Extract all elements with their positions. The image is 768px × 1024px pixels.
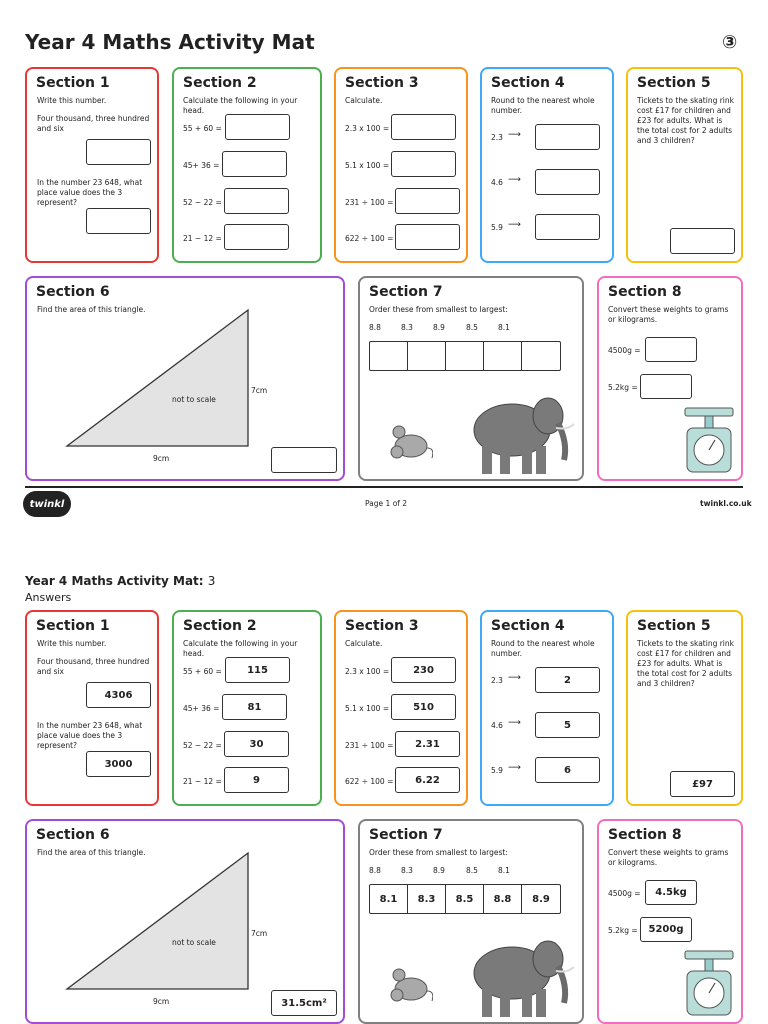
calc-label: 21 − 12 = bbox=[183, 777, 222, 786]
calc-label: 55 + 60 = bbox=[183, 667, 222, 676]
order-slot: 8.5 bbox=[446, 885, 484, 913]
order-slot: 8.3 bbox=[408, 885, 446, 913]
footer-url[interactable]: twinkl.co.uk bbox=[700, 499, 752, 508]
footer-divider bbox=[25, 486, 743, 488]
answer-box[interactable] bbox=[645, 337, 697, 362]
mouse-icon bbox=[385, 961, 433, 1009]
round-label: 2.3 bbox=[491, 133, 503, 142]
section-8-answer-card bbox=[597, 819, 743, 1024]
section-title: Section 2 bbox=[183, 618, 257, 634]
instruction: Calculate the following in your head. bbox=[183, 96, 298, 115]
section-title: Section 7 bbox=[369, 284, 443, 300]
section-title: Section 3 bbox=[345, 75, 419, 91]
answer-box[interactable] bbox=[535, 124, 600, 150]
calc-label: 5.1 x 100 = bbox=[345, 161, 390, 170]
round-label: 2.3 bbox=[491, 676, 503, 685]
answers-subtitle: Answers bbox=[25, 591, 72, 604]
section-5-answer-card bbox=[626, 610, 743, 806]
section-2-card bbox=[172, 67, 322, 263]
answer-box: £97 bbox=[670, 771, 735, 797]
order-number: 8.9 bbox=[433, 866, 445, 875]
instruction: Calculate. bbox=[345, 96, 383, 105]
answers-title bbox=[25, 574, 215, 588]
answer-box: 6.22 bbox=[395, 767, 460, 793]
answer-box[interactable] bbox=[225, 114, 290, 140]
weighing-scale-icon bbox=[683, 949, 735, 1019]
section-8-card bbox=[597, 276, 743, 481]
instruction: Order these from smallest to largest: bbox=[369, 848, 508, 857]
section-1-card bbox=[25, 67, 159, 263]
order-slot[interactable] bbox=[522, 342, 560, 370]
instruction: Calculate the following in your head. bbox=[183, 639, 298, 658]
section-1-answer-card bbox=[25, 610, 159, 806]
answer-box[interactable] bbox=[670, 228, 735, 254]
answer-box: 3000 bbox=[86, 751, 151, 777]
round-label: 5.9 bbox=[491, 223, 503, 232]
order-number: 8.1 bbox=[498, 323, 510, 332]
order-boxes bbox=[369, 341, 561, 371]
calc-label: 2.3 x 100 = bbox=[345, 124, 390, 133]
answer-box[interactable] bbox=[86, 208, 151, 234]
calc-label: 21 − 12 = bbox=[183, 234, 222, 243]
section-title: Section 6 bbox=[36, 827, 110, 843]
order-number: 8.5 bbox=[466, 323, 478, 332]
answer-box: 9 bbox=[224, 767, 289, 793]
section-title: Section 1 bbox=[36, 75, 110, 91]
answer-box: 510 bbox=[391, 694, 456, 720]
order-number: 8.1 bbox=[498, 866, 510, 875]
weighing-scale-icon bbox=[683, 406, 735, 476]
answer-box: 5 bbox=[535, 712, 600, 738]
answer-box: 2.31 bbox=[395, 731, 460, 757]
calc-label: 622 ÷ 100 = bbox=[345, 777, 394, 786]
arrow-right-icon: ⟶ bbox=[508, 763, 521, 773]
answer-box: 5200g bbox=[640, 917, 692, 942]
arrow-right-icon: ⟶ bbox=[508, 220, 521, 230]
arrow-right-icon: ⟶ bbox=[508, 130, 521, 140]
order-slot: 8.1 bbox=[370, 885, 408, 913]
height-label: 7cm bbox=[251, 386, 268, 395]
arrow-right-icon: ⟶ bbox=[508, 718, 521, 728]
answer-box: 2 bbox=[535, 667, 600, 693]
instruction: Convert these weights to grams or kilograms. bbox=[608, 305, 729, 324]
answers-title-number: 3 bbox=[207, 574, 216, 588]
answer-box[interactable] bbox=[395, 224, 460, 250]
calc-label: 5.1 x 100 = bbox=[345, 704, 390, 713]
instruction: Round to the nearest whole number. bbox=[491, 639, 595, 658]
order-boxes bbox=[369, 884, 561, 914]
instruction: Write this number. bbox=[37, 639, 107, 648]
order-number: 8.3 bbox=[401, 323, 413, 332]
convert-label: 5.2kg = bbox=[608, 383, 638, 392]
section-7-card bbox=[358, 276, 584, 481]
elephant-icon bbox=[470, 388, 575, 476]
instruction: Find the area of this triangle. bbox=[37, 305, 146, 314]
instruction: Convert these weights to grams or kilograms. bbox=[608, 848, 729, 867]
order-number: 8.3 bbox=[401, 866, 413, 875]
answer-box: 115 bbox=[225, 657, 290, 683]
calc-label: 2.3 x 100 = bbox=[345, 667, 390, 676]
answer-box[interactable] bbox=[86, 139, 151, 165]
answer-box[interactable] bbox=[395, 188, 460, 214]
instruction: Write this number. bbox=[37, 96, 107, 105]
order-number: 8.5 bbox=[466, 866, 478, 875]
section-6-card bbox=[25, 276, 345, 481]
width-label: 9cm bbox=[153, 997, 170, 1006]
calc-label: 231 ÷ 100 = bbox=[345, 198, 394, 207]
order-slot: 8.8 bbox=[484, 885, 522, 913]
calc-label: 231 ÷ 100 = bbox=[345, 741, 394, 750]
answer-box: 31.5cm² bbox=[271, 990, 337, 1016]
order-slot[interactable] bbox=[484, 342, 522, 370]
order-slot[interactable] bbox=[370, 342, 408, 370]
section-title: Section 6 bbox=[36, 284, 110, 300]
instruction: Calculate. bbox=[345, 639, 383, 648]
convert-label: 4500g = bbox=[608, 346, 641, 355]
twinkl-logo: twinkl bbox=[23, 491, 71, 517]
section-6-answer-card bbox=[25, 819, 345, 1024]
question-text: Four thousand, three hundred and six bbox=[37, 114, 150, 133]
answer-box[interactable] bbox=[391, 114, 456, 140]
question-text: Tickets to the skating rink cost £17 for children and £23 for adults. What is the total cost for 2 adults and 3 children? bbox=[637, 96, 734, 145]
answer-box[interactable] bbox=[535, 214, 600, 240]
answer-box[interactable] bbox=[222, 151, 287, 177]
section-title: Section 4 bbox=[491, 75, 565, 91]
section-5-card bbox=[626, 67, 743, 263]
order-slot: 8.9 bbox=[532, 893, 550, 905]
answer-box[interactable] bbox=[224, 188, 289, 214]
order-number: 8.8 bbox=[369, 866, 381, 875]
arrow-right-icon: ⟶ bbox=[508, 673, 521, 683]
scale-note: not to scale bbox=[172, 938, 216, 947]
section-title: Section 7 bbox=[369, 827, 443, 843]
answer-box: 4.5kg bbox=[645, 880, 697, 905]
answer-box: 81 bbox=[222, 694, 287, 720]
question-text: In the number 23 648, what place value does the 3 represent? bbox=[37, 721, 143, 750]
order-slot[interactable] bbox=[446, 342, 484, 370]
section-7-answer-card bbox=[358, 819, 584, 1024]
question-text: In the number 23 648, what place value does the 3 represent? bbox=[37, 178, 143, 207]
order-slot[interactable] bbox=[408, 342, 446, 370]
convert-label: 4500g = bbox=[608, 889, 641, 898]
section-title: Section 1 bbox=[36, 618, 110, 634]
mouse-icon bbox=[385, 418, 433, 466]
calc-label: 622 ÷ 100 = bbox=[345, 234, 394, 243]
answers-title-text: Year 4 Maths Activity Mat: bbox=[25, 574, 204, 588]
round-label: 4.6 bbox=[491, 721, 503, 730]
arrow-right-icon: ⟶ bbox=[508, 175, 521, 185]
calc-label: 52 − 22 = bbox=[183, 198, 222, 207]
calc-label: 52 − 22 = bbox=[183, 741, 222, 750]
page-number: Page 1 of 2 bbox=[365, 499, 408, 508]
elephant-icon bbox=[470, 931, 575, 1019]
width-label: 9cm bbox=[153, 454, 170, 463]
section-3-answer-card bbox=[334, 610, 468, 806]
answer-box: 6 bbox=[535, 757, 600, 783]
section-title: Section 8 bbox=[608, 827, 682, 843]
calc-label: 45+ 36 = bbox=[183, 161, 220, 170]
section-title: Section 4 bbox=[491, 618, 565, 634]
round-label: 5.9 bbox=[491, 766, 503, 775]
section-4-answer-card bbox=[480, 610, 614, 806]
order-number: 8.8 bbox=[369, 323, 381, 332]
calc-label: 55 + 60 = bbox=[183, 124, 222, 133]
section-3-card bbox=[334, 67, 468, 263]
instruction: Round to the nearest whole number. bbox=[491, 96, 595, 115]
answer-box: 230 bbox=[391, 657, 456, 683]
convert-label: 5.2kg = bbox=[608, 926, 638, 935]
answer-box[interactable] bbox=[391, 151, 456, 177]
round-label: 4.6 bbox=[491, 178, 503, 187]
answer-box[interactable] bbox=[271, 447, 337, 473]
height-label: 7cm bbox=[251, 929, 268, 938]
section-title: Section 8 bbox=[608, 284, 682, 300]
answer-box[interactable] bbox=[224, 224, 289, 250]
mat-number: ③ bbox=[722, 32, 738, 53]
question-text: Four thousand, three hundred and six bbox=[37, 657, 150, 676]
calc-label: 45+ 36 = bbox=[183, 704, 220, 713]
section-title: Section 5 bbox=[637, 618, 711, 634]
section-2-answer-card bbox=[172, 610, 322, 806]
section-title: Section 2 bbox=[183, 75, 257, 91]
page-title: Year 4 Maths Activity Mat bbox=[25, 30, 315, 54]
section-title: Section 5 bbox=[637, 75, 711, 91]
answer-box[interactable] bbox=[640, 374, 692, 399]
answer-box: 4306 bbox=[86, 682, 151, 708]
scale-note: not to scale bbox=[172, 395, 216, 404]
order-number: 8.9 bbox=[433, 323, 445, 332]
question-text: Tickets to the skating rink cost £17 for children and £23 for adults. What is the total cost for 2 adults and 3 children? bbox=[637, 639, 734, 688]
answer-box: 30 bbox=[224, 731, 289, 757]
instruction: Order these from smallest to largest: bbox=[369, 305, 508, 314]
instruction: Find the area of this triangle. bbox=[37, 848, 146, 857]
section-4-card bbox=[480, 67, 614, 263]
section-title: Section 3 bbox=[345, 618, 419, 634]
answer-box[interactable] bbox=[535, 169, 600, 195]
